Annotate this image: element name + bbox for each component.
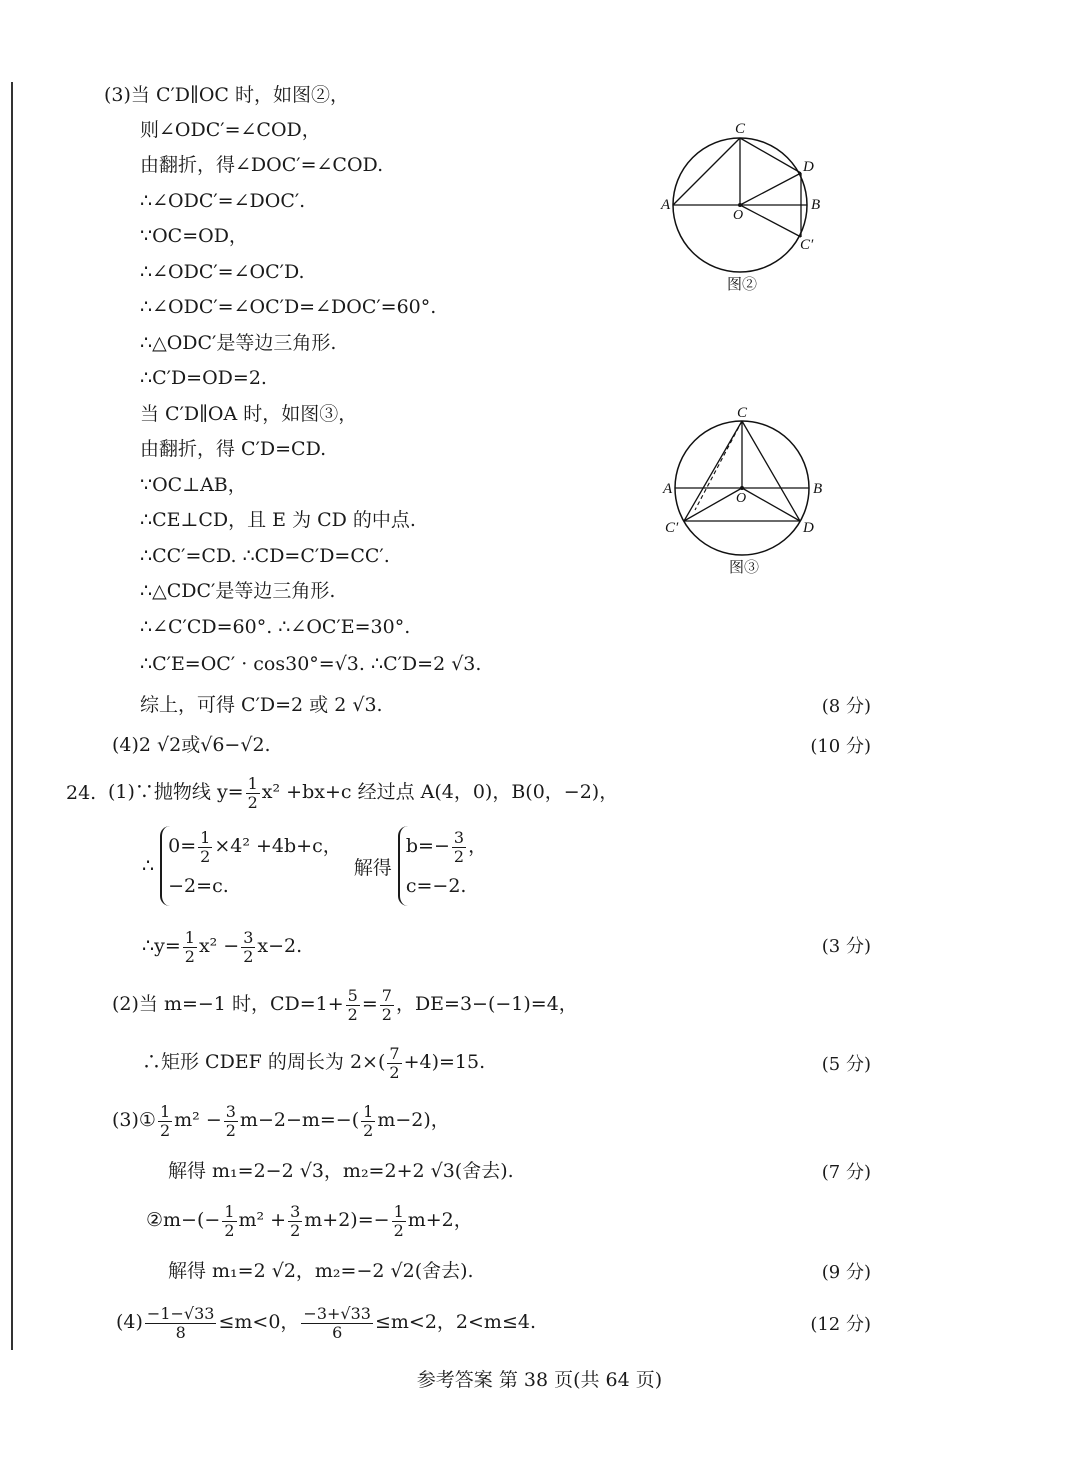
q24-line-4 — [112, 980, 578, 1028]
frac-half — [183, 929, 197, 966]
frac-num: 3 — [290, 1201, 301, 1221]
fig2-segment-od — [740, 173, 801, 205]
fig2-segment-cd — [740, 138, 801, 173]
q24-number: 24. — [66, 782, 97, 804]
fig2-segment-oc1 — [740, 205, 801, 237]
fig3-label-c: C — [737, 405, 748, 421]
frac-den: 2 — [393, 1220, 404, 1240]
frac-num: 1 — [247, 773, 258, 793]
frac-three-halves — [452, 829, 466, 866]
frac-five-halves — [346, 987, 360, 1024]
fig3-label-b: B — [813, 481, 823, 497]
p4-answer: (4)2 √2或√6−√2. — [112, 734, 271, 756]
p3-line-3: 由翻折，得∠DOC′=∠COD. — [140, 154, 384, 176]
equals-sign: = — [361, 993, 378, 1015]
frac-answer-2 — [301, 1305, 373, 1342]
frac-num: 1 — [200, 827, 211, 847]
frac-num: 3 — [225, 1101, 236, 1121]
q24-line-9: 解得 m₁=2 √2，m₂=−2 √2(舍去). — [168, 1260, 474, 1282]
frac-num: 7 — [389, 1043, 400, 1063]
score-9: (9 分) — [821, 1262, 871, 1283]
q24-line-8 — [146, 1196, 473, 1244]
sys1-row-2: −2=c. — [168, 875, 229, 897]
q24-l1-post: x² +bx+c 经过点 A(4，0)，B(0，−2)， — [261, 781, 619, 803]
frac-seven-halves — [387, 1045, 401, 1082]
solve-label: 解得 — [353, 856, 392, 879]
p3-line-5: ∵OC=OD， — [140, 225, 248, 247]
frac-den: 2 — [381, 1004, 392, 1024]
fig2-label-a: A — [661, 197, 671, 213]
fig3-segment-cd — [742, 421, 800, 521]
p3-line-1: (3)当 C′D∥OC 时，如图②， — [104, 84, 349, 106]
score-12: (12 分) — [810, 1314, 871, 1335]
frac-num: 1 — [224, 1201, 235, 1221]
l5-post: +4)=15. — [403, 1051, 486, 1073]
frac-half — [158, 1103, 172, 1140]
l10-mid: ≤m<0， — [218, 1311, 300, 1333]
frac-num: −3+√33 — [303, 1303, 371, 1323]
l8-pre: ②m−(− — [146, 1209, 221, 1231]
score-5: (5 分) — [821, 1054, 871, 1075]
q24-line-3 — [142, 922, 302, 970]
p3-line-16: ∴∠C′CD=60°. ∴∠OC′E=30°. — [140, 616, 411, 638]
fig2-caption: 图② — [727, 277, 758, 293]
frac-den: 2 — [389, 1062, 400, 1082]
page-footer: 参考答案 第 38 页(共 64 页) — [416, 1369, 663, 1391]
frac-three-halves — [224, 1103, 238, 1140]
p3-line-4: ∴∠ODC′=∠DOC′. — [140, 190, 306, 212]
p3-line-10: 当 C′D∥OA 时，如图③， — [140, 403, 358, 425]
l3-pre: ∴y= — [142, 935, 181, 957]
fig2-label-c: C — [735, 121, 746, 137]
p3-line-13: ∴CE⊥CD，且 E 为 CD 的中点. — [140, 509, 416, 531]
fig2-label-c1: C′ — [800, 237, 814, 253]
frac-den: 8 — [175, 1322, 186, 1342]
therefore-symbol: ∴ — [142, 855, 155, 877]
frac-half — [361, 1103, 375, 1140]
l4-post: ，DE=3−(−1)=4， — [395, 993, 578, 1015]
q24-line-10 — [116, 1298, 536, 1346]
q24-line-5 — [142, 1038, 485, 1086]
fig3-segment-od — [742, 488, 800, 521]
frac-answer-1 — [145, 1305, 217, 1342]
p3-line-2: 则∠ODC′=∠COD， — [140, 119, 321, 141]
fig3-caption: 图③ — [729, 560, 760, 576]
p3-line-8: ∴△ODC′是等边三角形. — [140, 332, 337, 354]
fig3-label-c1: C′ — [665, 520, 679, 536]
frac-num: 7 — [381, 985, 392, 1005]
sys1-a-post: ×4² +4b+c， — [214, 835, 342, 857]
frac-num: 5 — [347, 985, 358, 1005]
l6-b: m−2−m=−( — [239, 1109, 360, 1131]
frac-three-halves — [241, 929, 255, 966]
frac-den: 2 — [200, 846, 211, 866]
sys2-row-2: c=−2. — [405, 875, 467, 897]
l8-b: m+2)=− — [304, 1209, 390, 1231]
fig2-center-dot — [738, 203, 742, 207]
p3-line-17: ∴C′E=OC′ · cos30°=√3. ∴C′D=2 √3. — [140, 653, 482, 675]
system-2 — [398, 826, 487, 906]
q24-l1-pre: (1)∵抛物线 y= — [108, 781, 244, 803]
frac-den: 6 — [332, 1322, 343, 1342]
margin-rule — [11, 82, 13, 1350]
l8-c: m+2， — [407, 1209, 473, 1231]
fig3-center-dot — [740, 486, 744, 490]
sys2-a-pre: b=− — [405, 835, 450, 857]
fig3-label-a: A — [663, 481, 673, 497]
frac-half — [222, 1203, 236, 1240]
p3-line-18: 综上，可得 C′D=2 或 2 √3. — [140, 694, 383, 716]
fig2-label-d: D — [803, 159, 814, 175]
frac-num: 1 — [363, 1101, 374, 1121]
l6-c: m−2)， — [377, 1109, 450, 1131]
fig2-segment-ac — [673, 138, 740, 205]
p3-line-12: ∵OC⊥AB， — [140, 474, 247, 496]
l10-pre: (4) — [116, 1311, 143, 1333]
score-10: (10 分) — [810, 736, 871, 757]
p3-line-6: ∴∠ODC′=∠OC′D. — [140, 261, 305, 283]
l8-a: m² + — [238, 1209, 287, 1231]
l5-pre: ∴矩形 CDEF 的周长为 2×( — [142, 1051, 386, 1073]
q24-line-7: 解得 m₁=2−2 √3，m₂=2+2 √3(舍去). — [168, 1160, 514, 1182]
p3-line-14: ∴CC′=CD. ∴CD=C′D=CC′. — [140, 545, 390, 567]
p3-line-11: 由翻折，得 C′D=CD. — [140, 438, 327, 460]
l6-pre: (3)① — [112, 1109, 156, 1131]
frac-three-halves — [288, 1203, 302, 1240]
frac-den: 2 — [225, 1120, 236, 1140]
frac-num: 3 — [453, 827, 465, 847]
fig3-label-o: O — [736, 491, 747, 506]
fig3-label-d: D — [803, 520, 814, 536]
q24-system-line — [142, 826, 487, 906]
frac-num: 1 — [393, 1201, 404, 1221]
frac-half — [198, 829, 212, 866]
fig3-segment-c1o — [684, 488, 742, 521]
score-8: (8 分) — [821, 696, 871, 717]
frac-den: 2 — [453, 846, 465, 866]
sys2-row-1 — [406, 826, 487, 866]
l6-a: m² − — [174, 1109, 222, 1131]
frac-den: 2 — [290, 1220, 301, 1240]
frac-den: 2 — [243, 946, 254, 966]
system-1 — [160, 826, 342, 906]
l3-post: x−2. — [257, 935, 303, 957]
score-3: (3 分) — [821, 936, 871, 957]
frac-den: 2 — [247, 792, 258, 812]
q24-line-6 — [112, 1096, 450, 1144]
frac-num: 1 — [159, 1101, 171, 1121]
frac-seven-halves — [380, 987, 394, 1024]
l4-pre: (2)当 m=−1 时，CD=1+ — [112, 993, 344, 1015]
fig3-segment-cc1 — [684, 421, 742, 521]
l10-post: ≤m<2，2<m≤4. — [374, 1311, 536, 1333]
fig2-label-o: O — [733, 208, 744, 223]
frac-half — [246, 775, 260, 812]
frac-den: 2 — [184, 946, 195, 966]
frac-half — [392, 1203, 406, 1240]
figure-2 — [655, 115, 835, 300]
frac-num: −1−√33 — [146, 1303, 215, 1323]
frac-den: 2 — [347, 1004, 358, 1024]
q24-line-1 — [108, 768, 618, 816]
l3-mid: x² − — [198, 935, 240, 957]
sys1-row-1 — [168, 826, 342, 866]
frac-num: 1 — [184, 927, 195, 947]
frac-den: 2 — [363, 1120, 374, 1140]
sys1-a-pre: 0= — [168, 835, 197, 857]
p3-line-15: ∴△CDC′是等边三角形. — [140, 580, 336, 602]
p3-line-7: ∴∠ODC′=∠OC′D=∠DOC′=60°. — [140, 296, 437, 318]
figure-3 — [655, 400, 835, 585]
frac-den: 2 — [224, 1220, 235, 1240]
score-7: (7 分) — [821, 1162, 871, 1183]
frac-den: 2 — [159, 1120, 171, 1140]
fig2-label-b: B — [811, 197, 821, 213]
p3-line-9: ∴C′D=OD=2. — [140, 367, 267, 389]
frac-num: 3 — [243, 927, 254, 947]
sys2-a-post: ， — [468, 835, 488, 857]
